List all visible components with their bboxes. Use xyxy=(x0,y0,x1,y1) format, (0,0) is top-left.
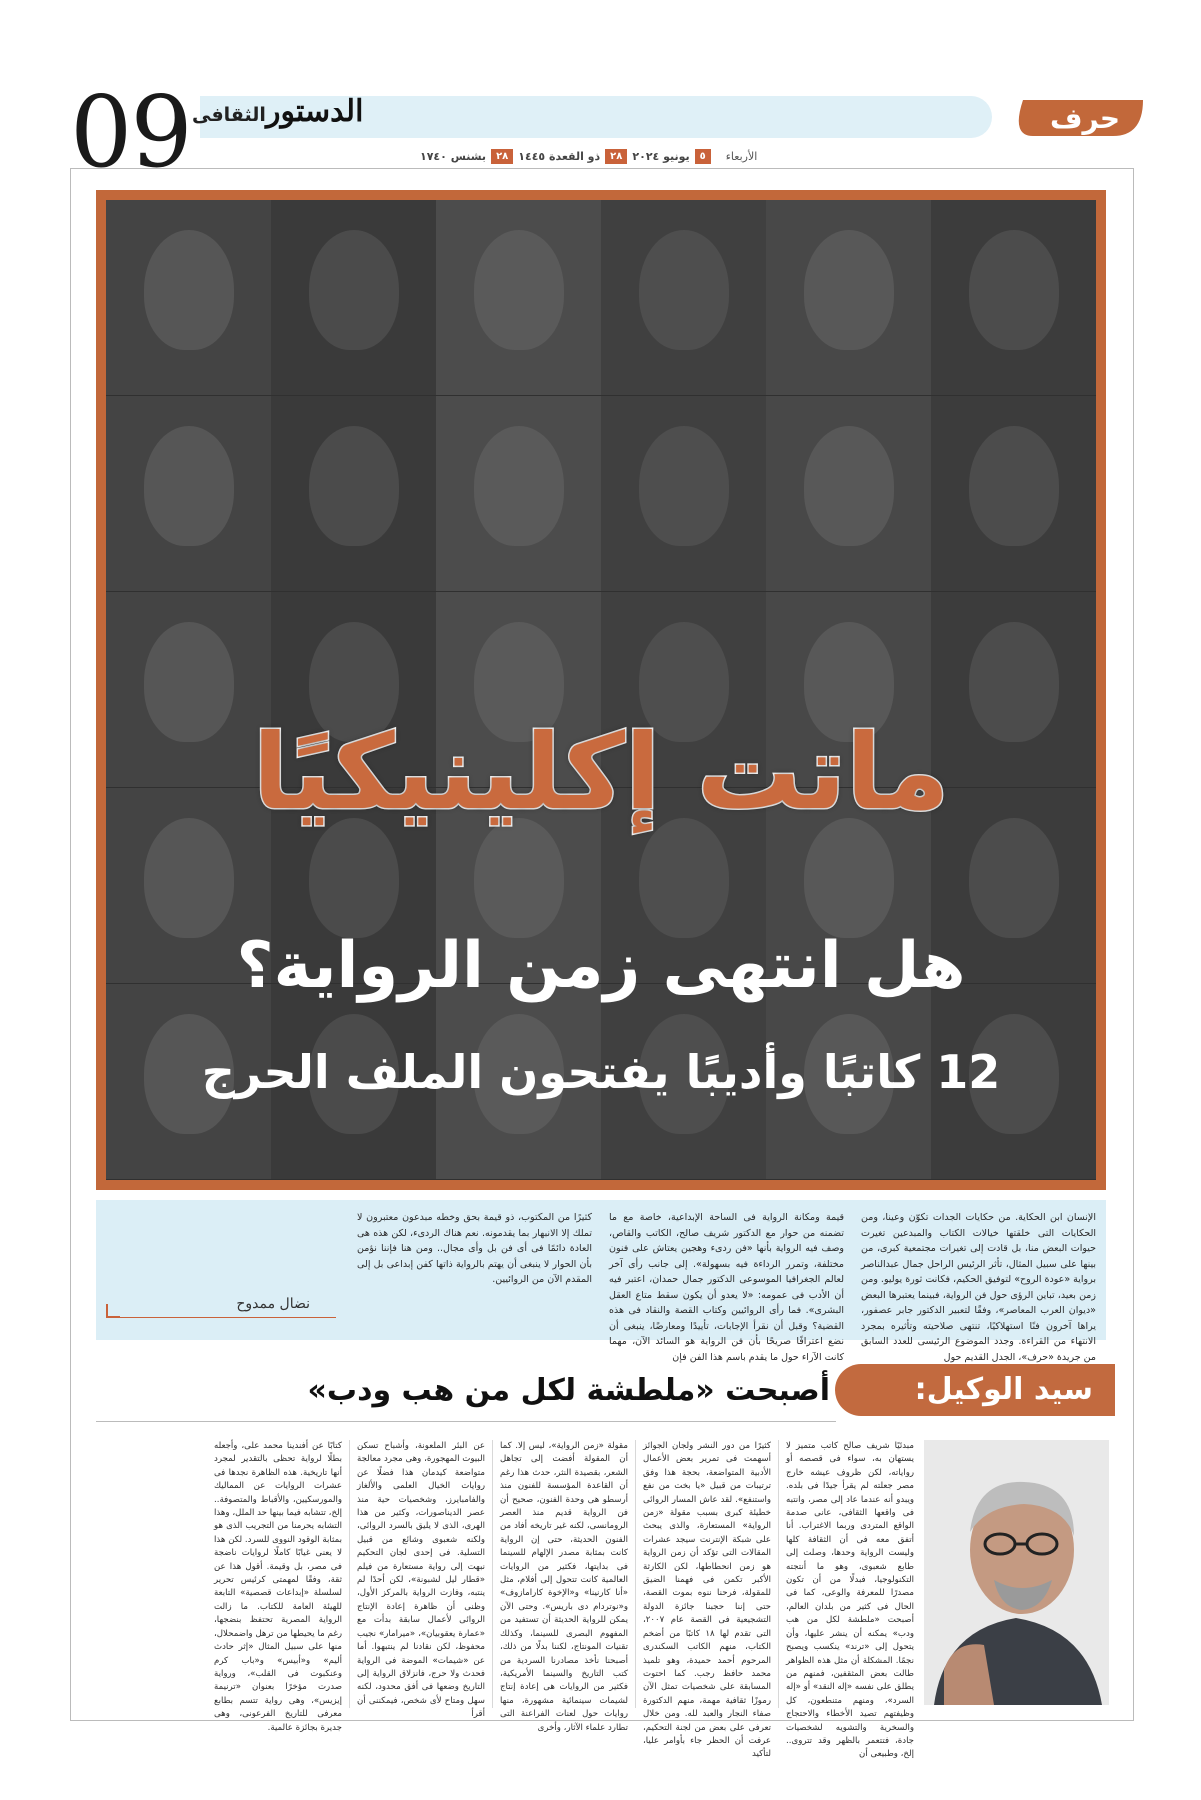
signature-rule xyxy=(106,1312,336,1318)
author-portrait xyxy=(924,1440,1109,1705)
article-speaker-tag: سيد الوكيل: xyxy=(835,1364,1115,1416)
column-divider xyxy=(349,1440,350,1708)
brand-name: حرف xyxy=(1049,102,1121,135)
article-column-1: مبدئيًا شريف صالح كاتب متميز لا يستهان به، سواء فى قصصه أو رواياته، لكن ظروف عيشه خارج مصر جعلته لم يقرأ جيدًا فى بلده. ويبدو أنه عندما عاد إلى مصر، وانتبه فى واقعها الثقافى، عانى صدمة الواقع المتردى وربما الاغتراب. أنا أتفق معه فى أن الثقافة كلها وليست الرواية وحدها، وصلت إلى طابع شعبوى، وهو ما أنتجته التكنولوجيا، فبدلًا من أن تكون مصدرًا للمعرفة والوعى، كما فى الحال فى كثير من بلدان العالم، أصبحت «ملطشة لكل من هب ودب» يمكنه أن ينشر عليها، وأن يتحول إلى «ترند» ينكسب ويصبح نجمًا. المشكلة أن مثل هذه الظواهر طالت بعض المثقفين، فمنهم من يطلق على نفسه «إله النقد» أو «إله السرد»، ومنهم متنطعون، كل وظيفتهم تصيد الأخطاء والاحتجاج والسخرية والتشويه لشخصيات جادة، فتتعمر بالظهر وقد تتروى.. إلخ، وطبيعى أن xyxy=(786,1441,914,1760)
intro-column-3: كثيرًا من المكتوب، ذو قيمة بحق وخطه مبدعون معتبرون لا تملك إلا الانبهار بما يقدمونه. نعم هناك الردىء، لكن هذه هى العادة دائمًا فى أى فن بل وأى مجال.. ومن هنا فإننا نؤمن بأن الحوار لا ينبغى أن يهتم بالرواية ذاتها كفن إبداعى بل إلى المقدم الآن من الروائيين. xyxy=(357,1212,592,1285)
column-divider xyxy=(635,1440,636,1708)
author-byline: نضال ممدوح xyxy=(236,1296,310,1312)
column-divider xyxy=(778,1440,779,1708)
collage-overlay xyxy=(106,200,1096,1180)
hero-panel xyxy=(96,190,1106,1190)
article-column-2: كثيرًا من دور النشر ولجان الجوائز أسهمت فى تمرير بعض الأعمال الأدبية المتواضعة، بحجة هذا وفق ترتيبات من قبيل «يا بخت من نفع واستنفع». لقد عاش المسار الروائى خطيئة كبرى بسبب مقولة «زمن الرواية» المستعارة، والذى يبحث على شبكة الإنترنت سيجد عشرات المقالات التى تؤكد أن زمن الرواية هو زمن انحطاطها، لكن الكارثة الأكبر تكمن فى فهمنا الضيق للمقولة، فرحنا ننوه بموت القصة، حتى إننا حجبنا جائزة الدولة التشجيعية فى القصة عام ٢٠٠٧، التى تقدم لها ١٨ كاتبًا من أضخم الكتاب، منهم الكاتب السكندرى المرحوم أحمد حميدة، وهو تلميذ محمد حافظ رجب. كما احتوت المسابقة على شخصيات تمثل الآن رموزًا ثقافية مهمة، منهم الدكتورة صفاء النجار والعبد لله. ومن خلال تعرفى على بعض من لجنة التحكيم، عرفت أن الحظر جاء بأوامر عليا، لتأكيد xyxy=(643,1441,771,1760)
date-day-box: ٥ xyxy=(695,149,711,164)
article-column-4: عن البئر الملعونة، وأشباح تسكن البيوت المهجورة، وهى مجرد معالجة متواضعة كيدمان هذا فضلًا عن روايات الخيال العلمى والألغاز والفامبايرز، وشخصيات حية منذ عصر الديناصورات، وكثير من هذا الهرى، الذى لا يليق بالسرد الروائى، ولكنه شعبوى وشائع من قبيل التسلية. فى إحدى لجان التحكيم نبهت إلى رواية مستعارة من فيلم «قطار ليل لشبونة»، لكن أحدًا لم ينتبه، وفازت الرواية بالمركز الأول، وظنى أن ظاهرة إعادة الإنتاج الروائى لأعمال سابقة بدأت مع «عمارة يعقوبيان»، «ميرامار» نجيب محفوظ، لكن نقادنا لم ينتبهوا. أما عن «شيمات» الموضة فى الرواية فحدث ولا حرج، فانزلاق الرواية إلى التاريخ وضعها فى أفق محدود، لكنه سهل ومتاح لأى شخص، فيمكننى أن أقرأ xyxy=(357,1441,485,1720)
main-headline: ماتت إكلينيكيًا xyxy=(252,711,950,833)
intro-band xyxy=(96,1200,1106,1363)
date-weekday: الأربعاء xyxy=(725,149,758,163)
hijri-day-box: ٢٨ xyxy=(605,149,627,164)
title-rule xyxy=(96,1421,836,1422)
question-headline: هل انتهى زمن الرواية؟ xyxy=(236,929,966,1003)
column-divider xyxy=(492,1440,493,1708)
newspaper-logo xyxy=(266,94,363,129)
sub-headline: 12 كاتبًا وأديبًا يفتحون الملف الحرج xyxy=(201,1045,1001,1099)
page-number: 09 xyxy=(70,76,191,190)
article-title: أصبحت «ملطشة لكل من هب ودب» xyxy=(307,1373,830,1408)
newspaper-name: الدستور xyxy=(266,94,364,129)
brand-logo xyxy=(993,92,1145,142)
page-header xyxy=(0,0,1201,190)
coptic-month: بشنس ١٧٤٠ xyxy=(420,149,487,163)
intro-column-2: قيمة ومكانة الرواية فى الساحة الإبداعية، خاصة مع ما تضمنه من حوار مع الدكتور شريف صالح، الكاتب والقاص، وصف فيه الرواية بأنها «فن ردىء وهجين يعتاش على فنون مختلفة، وتمرر الرداءة فيه بسهولة». إلى جانب رأى آخر لعالم الجغرافيا الموسوعى الدكتور جمال حمدان، اعتبر فيه أن الأدب فى عمومه: «لا يعدو أن يكون سقط متاع العقل البشرى». فما رأى الروائيين وكتاب القصة والنقاد فى هذه القضية؟ وقبل أن نقرأ الإجابات، تأييدًا ومعارضًا، ينبغى أن نضع اعترافًا صريحًا بأن فن الرواية هو السائد الآن، مهما كانت الآراء حول ما يقدم باسم هذا الفن فإن xyxy=(609,1212,844,1363)
coptic-day-box: ٢٨ xyxy=(491,149,513,164)
intro-column-1: الإنسان ابن الحكاية. من حكايات الجدات تكوّن وعينا، ومن الحكايات التى خلقتها خيالات الكتاب والمبدعين تغيرت حيوات البعض منا، بل قادت إلى تغيرات مجتمعية كبرى، من بينها على سبيل المثال، تأثر الرئيس الراحل جمال عبدالناصر برواية «عودة الروح» لتوفيق الحكيم، فكانت ثورة يوليو. ومن زمن بعيد، تباين الرؤى حول فن الرواية، فبينما يعتبرها البعض «ديوان العرب المعاصر»، وفقًا لتعبير الدكتور جابر عصفور، يراها آخرون فنًا استهلاكيًا، تنتهى صلاحيته وتأثيره بمجرد الانتهاء من القراءة. وجدد الموضوع الرئيسى للعدد السابق من جريدة «حرف»، الجدل القديم حول xyxy=(861,1212,1096,1363)
portrait-collage xyxy=(106,200,1096,1180)
hijri-month: ذو القعدة ١٤٤٥ xyxy=(518,149,601,163)
date-month: يونيو ٢٠٢٤ xyxy=(632,149,690,163)
section-label: الثقافى xyxy=(192,104,266,126)
dateline xyxy=(420,145,757,167)
article-column-3: مقولة «زمن الرواية»، ليس إلا. كما أن المقولة أفضت إلى تجاهل الشعر، بقصيدة النثر، حدث هذا رغم أن القاعدة المؤسسة للفنون منذ أرسطو هى وحدة الفنون، صحيح أن فن الرواية قديم منذ العصر الرومانسى، لكنه غير تاريخه أفاد من الفنون الحديثة، حتى إن الرواية كانت بمثابة مصدر الإلهام للسينما فى بدايتها، فكثير من الروايات العالمية كانت تتحول إلى أفلام، مثل «أنا كارنينا» و«الإخوة كارامازوف» و«نوتردام دى باريس». وحتى الآن يمكن للرواية الحديثة أن تستفيد من المفهوم البصرى للسينما، وكذلك تقنيات المونتاج، لكننا بدلًا من ذلك، أصبحنا نأخذ مصادرنا السردية من كتب التاريخ والسينما الأمريكية، فكثير من الروايات هى إعادة إنتاج لشيمات سينمائية مشهورة، منها روايات حول لعنات الفراعنة التى تطارد علماء الآثار، وأخرى xyxy=(500,1441,628,1733)
article-column-5: كتابًا عن أفندينا محمد على، وأجعله بطلًا لرواية تحظى بالتقدير لمجرد أنها تاريخية. هذه الظاهرة نجدها فى عشرات الروايات عن المماليك والمورسكيين، والأقباط والمتصوفة.. إلخ، تتشابه فيما بينها حد الملل، وهذا التشابه يحرمنا من التجريب الذى هو بمثابة الوقود النووى للسرد. لكن هذا لا يعنى غيابًا كاملًا لروايات ناضجة فى مصر، بل وقيمة. أقول هذا عن ثقة، وفقًا لمهمتى كرئيس تحرير لسلسلة «إبداعات قصصية» التابعة للهيئة العامة للكتاب. ما زالت الرواية المصرية تحتفظ بنضجها، رغم ما يحيطها من ترهل واضمحلال، منها على سبيل المثال «إثر حادث أليم» و«أبيس» و«باب كرم وعنكبوت فى القلب»، ورواية صدرت مؤخرًا بعنوان «ترنيمة إيزيس»، وهى رواية تتسم بطابع معرفى للتاريخ الفرعونى، وهى جديرة بجائزة عالمية. xyxy=(214,1441,342,1733)
